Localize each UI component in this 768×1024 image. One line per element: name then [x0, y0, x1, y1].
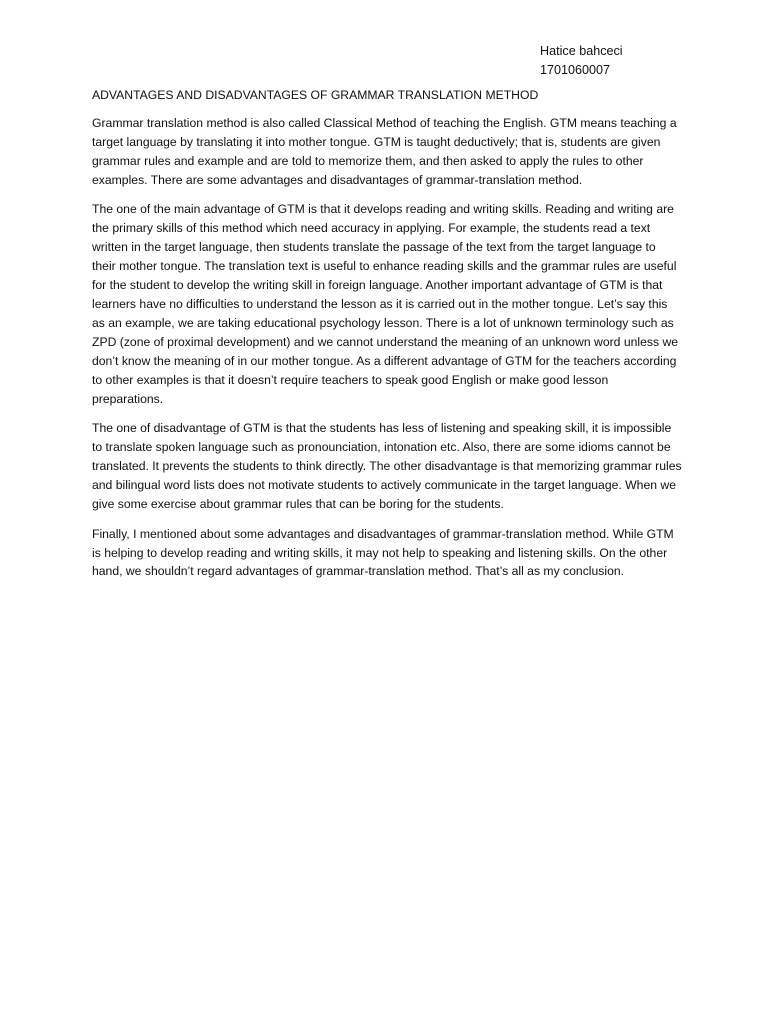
paragraph-introduction: Grammar translation method is also called Classical Method of teaching the English. GTM means teaching a target language by translating it into mother tongue. GTM is taught deductively; that is, students are given grammar rules and example and are told to memorize them, and then asked to apply the rules to other examples. There are some advantages and disadvantages of grammar-translation method.	[92, 116, 677, 187]
paragraph-advantages: The one of the main advantage of GTM is that it develops reading and writing skills. Reading and writing are the primary skills of this method which need accuracy in applying. For example, the students read a text written in the target language, then students translate the passage of the text from the target language to their mother tongue. The translation text is useful to enhance reading skills and the grammar rules are useful for the student to develop the writing skill in foreign language. Another important advantage of GTM is that learners have no difficulties to understand the lesson as it is carried out in the mother tongue. Let’s say this as an example, we are taking educational psychology lesson. There is a lot of unknown terminology such as ZPD (zone of proximal development) and we cannot understand the meaning of an unknown word unless we don’t know the meaning of in our mother tongue. As a different advantage of GTM for the teachers according to other examples is that it doesn’t require teachers to speak good English or make good lesson preparations.	[92, 202, 679, 406]
paragraph-disadvantages: The one of disadvantage of GTM is that the students has less of listening and speaking skill, it is impossible to translate spoken language such as pronounciation, intonation etc. Also, there are some idioms cannot be translated. It prevents the students to think directly. The other disadvantage is that memorizing grammar rules and bilingual word lists does not motivate students to actively communicate in the target language. When we give some exercise about grammar rules that can be boring for the students.	[92, 421, 682, 512]
document-body	[92, 86, 682, 592]
author-block	[540, 42, 623, 80]
paragraph-conclusion: Finally, I mentioned about some advantages and disadvantages of grammar-translation method. While GTM is helping to develop reading and writing skills, it may not help to speaking and listening skills. On the other hand, we shouldn’t regard advantages of grammar-translation method. That’s all as my conclusion.	[92, 526, 674, 579]
document-title: ADVANTAGES AND DISADVANTAGES OF GRAMMAR TRANSLATION METHOD	[92, 88, 539, 102]
author-name: Hatice bahceci	[540, 44, 623, 58]
student-id: 1701060007	[540, 63, 611, 77]
